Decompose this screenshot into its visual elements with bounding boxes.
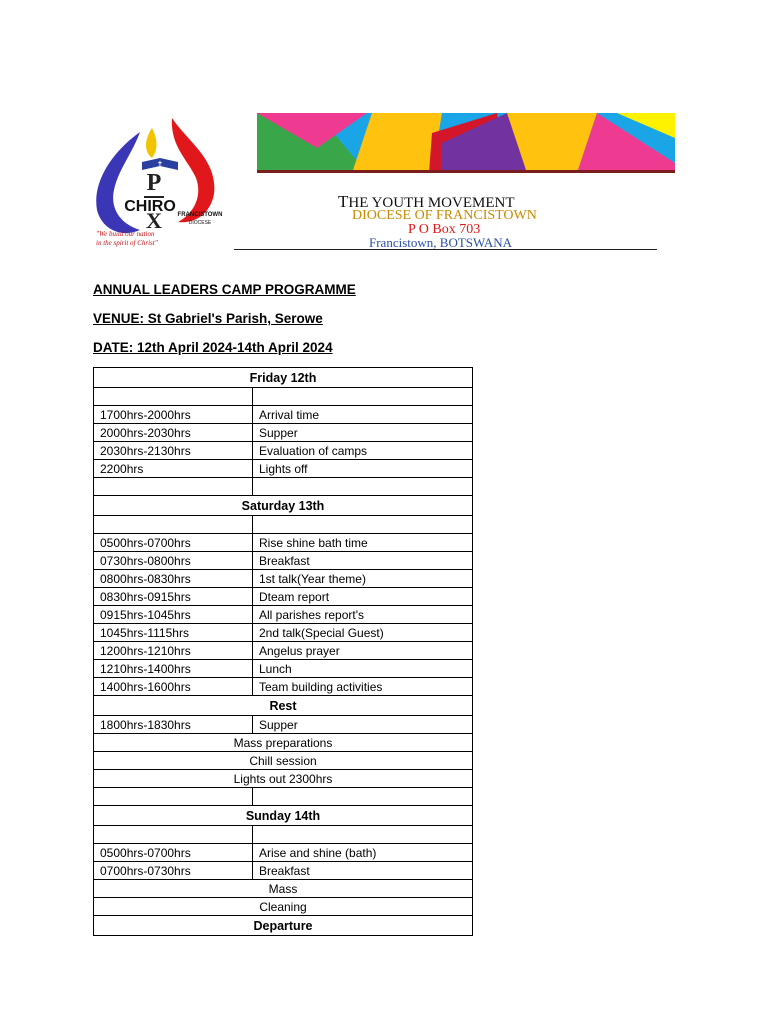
activity-cell: Supper xyxy=(253,716,473,734)
schedule-row xyxy=(94,660,473,678)
day-header: Saturday 13th xyxy=(94,496,473,516)
activity-cell: Rise shine bath time xyxy=(253,534,473,552)
schedule-row xyxy=(94,534,473,552)
schedule-row xyxy=(94,862,473,880)
logo-motto-line1: "We build our nation xyxy=(96,230,155,238)
time-cell: 1200hrs-1210hrs xyxy=(94,642,253,660)
blank-row xyxy=(94,516,473,534)
movement-title: THE YOUTH MOVEMENT xyxy=(338,192,515,211)
letterhead-block xyxy=(234,192,657,250)
blank-cell xyxy=(253,516,473,534)
activity-cell: Dteam report xyxy=(253,588,473,606)
schedule-row xyxy=(94,678,473,696)
time-cell: 1045hrs-1115hrs xyxy=(94,624,253,642)
schedule-row xyxy=(94,844,473,862)
activity-cell: 1st talk(Year theme) xyxy=(253,570,473,588)
schedule-row xyxy=(94,442,473,460)
span-activity: Mass xyxy=(94,880,473,898)
venue-line: VENUE: St Gabriel's Parish, Serowe xyxy=(93,311,323,326)
diocese-name: DIOCESE OF FRANCISTOWN xyxy=(352,208,537,223)
activity-cell: Evaluation of camps xyxy=(253,442,473,460)
time-cell: 1400hrs-1600hrs xyxy=(94,678,253,696)
time-cell: 0500hrs-0700hrs xyxy=(94,844,253,862)
span-activity: Chill session xyxy=(94,752,473,770)
time-cell: 1700hrs-2000hrs xyxy=(94,406,253,424)
blank-cell xyxy=(253,826,473,844)
day-header-row xyxy=(94,496,473,516)
span-row xyxy=(94,734,473,752)
blank-cell xyxy=(253,388,473,406)
schedule-row xyxy=(94,552,473,570)
schedule-row xyxy=(94,624,473,642)
span-row xyxy=(94,898,473,916)
span-activity: Mass preparations xyxy=(94,734,473,752)
svg-text:✝: ✝ xyxy=(157,160,163,168)
time-cell: 1800hrs-1830hrs xyxy=(94,716,253,734)
logo-sub: DIOCESE xyxy=(188,220,212,226)
activity-cell: Angelus prayer xyxy=(253,642,473,660)
schedule-row xyxy=(94,460,473,478)
activity-cell: All parishes report's xyxy=(253,606,473,624)
blank-cell xyxy=(253,788,473,806)
activity-cell: Breakfast xyxy=(253,552,473,570)
span-activity: Lights out 2300hrs xyxy=(94,770,473,788)
activity-cell: Arrival time xyxy=(253,406,473,424)
schedule-row xyxy=(94,642,473,660)
blank-cell xyxy=(94,826,253,844)
day-header-row xyxy=(94,696,473,716)
blank-row xyxy=(94,788,473,806)
date-line: DATE: 12th April 2024-14th April 2024 xyxy=(93,340,333,355)
chiro-logo xyxy=(92,112,232,250)
logo-word: CHIRO xyxy=(124,198,176,215)
blank-row xyxy=(94,478,473,496)
span-row xyxy=(94,880,473,898)
schedule-row xyxy=(94,716,473,734)
blank-cell xyxy=(253,478,473,496)
activity-cell: Arise and shine (bath) xyxy=(253,844,473,862)
time-cell: 0800hrs-0830hrs xyxy=(94,570,253,588)
day-header: Rest xyxy=(94,696,473,716)
programme-title: ANNUAL LEADERS CAMP PROGRAMME xyxy=(93,282,356,297)
schedule-row xyxy=(94,588,473,606)
day-header: Friday 12th xyxy=(94,368,473,388)
time-cell: 0915hrs-1045hrs xyxy=(94,606,253,624)
day-header: Departure xyxy=(94,916,473,936)
schedule-row xyxy=(94,570,473,588)
activity-cell: Breakfast xyxy=(253,862,473,880)
schedule-row xyxy=(94,606,473,624)
activity-cell: 2nd talk(Special Guest) xyxy=(253,624,473,642)
logo-motto-line2: in the spirit of Christ" xyxy=(96,239,158,247)
schedule-table xyxy=(93,367,473,936)
time-cell: 0830hrs-0915hrs xyxy=(94,588,253,606)
blank-cell xyxy=(94,788,253,806)
activity-cell: Team building activities xyxy=(253,678,473,696)
day-header-row xyxy=(94,368,473,388)
activity-cell: Lunch xyxy=(253,660,473,678)
span-row xyxy=(94,752,473,770)
activity-cell: Supper xyxy=(253,424,473,442)
time-cell: 2000hrs-2030hrs xyxy=(94,424,253,442)
schedule-row xyxy=(94,406,473,424)
blank-row xyxy=(94,826,473,844)
blank-row xyxy=(94,388,473,406)
town-address: Francistown, BOTSWANA xyxy=(369,235,512,250)
time-cell: 1210hrs-1400hrs xyxy=(94,660,253,678)
span-activity: Cleaning xyxy=(94,898,473,916)
time-cell: 0500hrs-0700hrs xyxy=(94,534,253,552)
time-cell: 0700hrs-0730hrs xyxy=(94,862,253,880)
blank-cell xyxy=(94,516,253,534)
po-box: P O Box 703 xyxy=(408,222,481,237)
time-cell: 2030hrs-2130hrs xyxy=(94,442,253,460)
time-cell: 2200hrs xyxy=(94,460,253,478)
svg-text:P: P xyxy=(146,170,162,196)
span-row xyxy=(94,770,473,788)
day-header: Sunday 14th xyxy=(94,806,473,826)
schedule-row xyxy=(94,424,473,442)
day-header-row xyxy=(94,806,473,826)
time-cell: 0730hrs-0800hrs xyxy=(94,552,253,570)
blank-cell xyxy=(94,478,253,496)
day-header-row xyxy=(94,916,473,936)
logo-place: FRANCISTOWN xyxy=(177,212,223,218)
activity-cell: Lights off xyxy=(253,460,473,478)
blank-cell xyxy=(94,388,253,406)
color-banner xyxy=(257,113,675,173)
svg-text:X: X xyxy=(146,208,162,233)
